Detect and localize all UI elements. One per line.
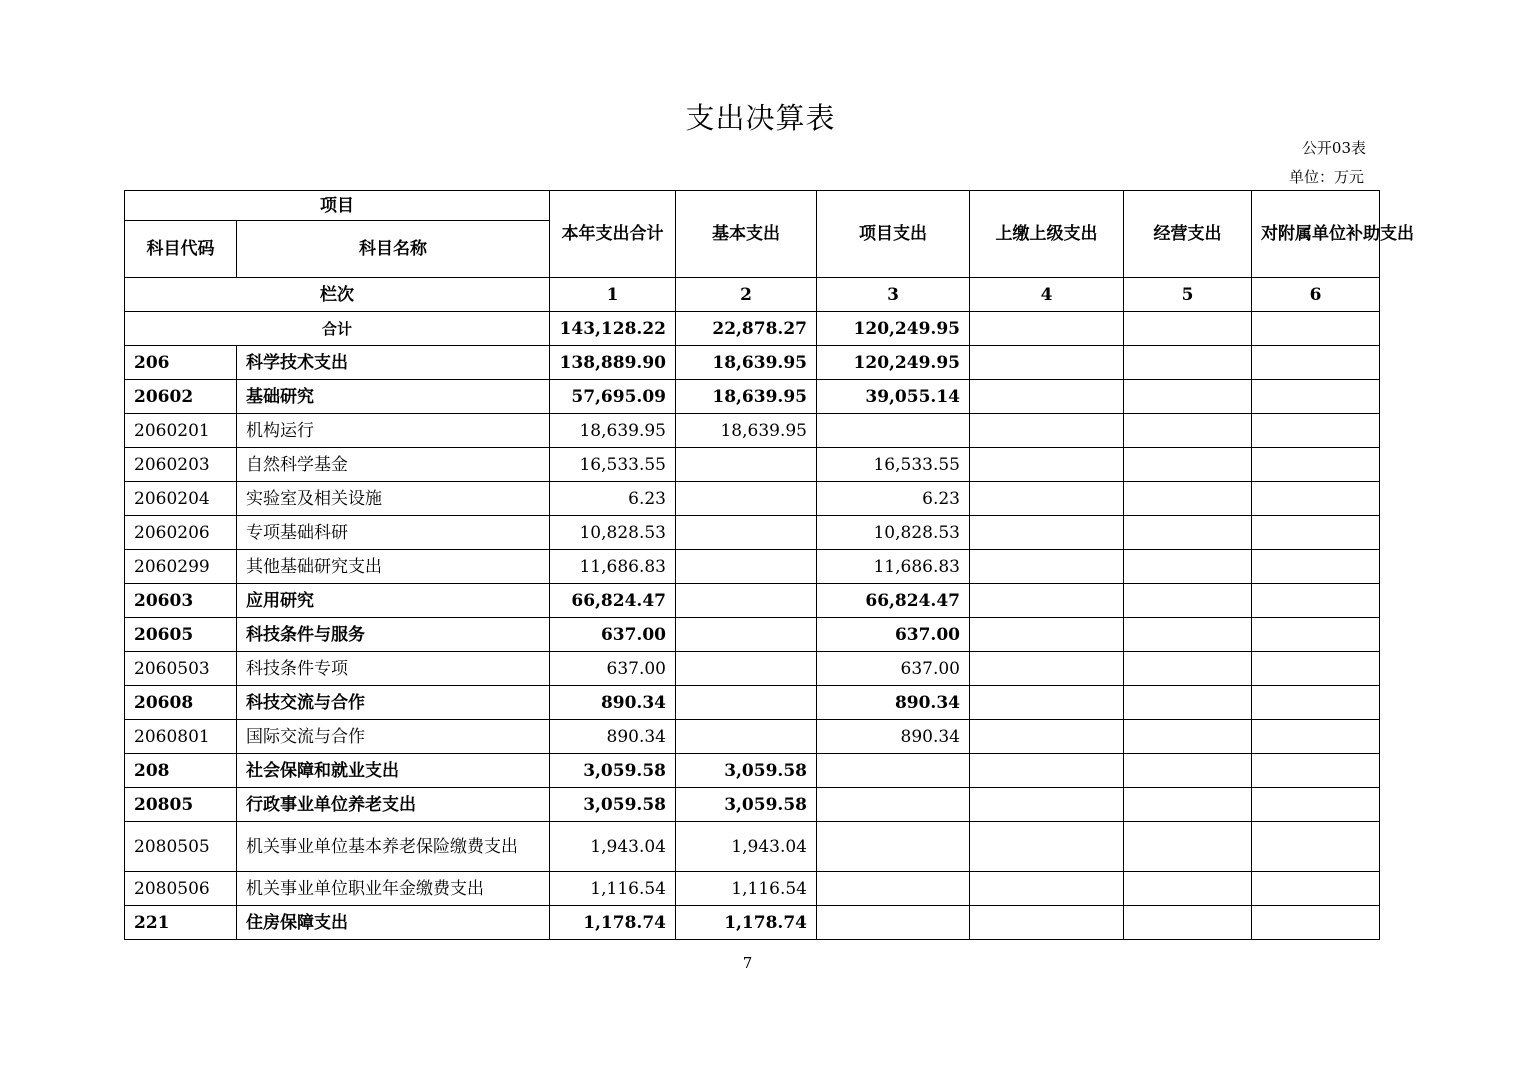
empty-cell xyxy=(1124,550,1252,584)
table-row xyxy=(125,872,1380,906)
empty-cell xyxy=(1124,872,1252,906)
empty-cell xyxy=(1124,686,1252,720)
empty-cell xyxy=(970,516,1124,550)
name-cell: 国际交流与合作 xyxy=(237,720,550,754)
empty-cell xyxy=(1252,686,1380,720)
table-row xyxy=(125,686,1380,720)
code-cell: 20603 xyxy=(125,584,237,618)
page-title: 支出决算表 xyxy=(685,101,836,135)
total-cell: 143,128.22 xyxy=(550,312,676,346)
empty-cell xyxy=(970,584,1124,618)
table-row xyxy=(125,482,1380,516)
total-cell: 637.00 xyxy=(550,652,676,686)
project-cell: 6.23 xyxy=(817,482,970,516)
header-project-expenditure: 项目支出 xyxy=(817,191,970,278)
name-cell: 科学技术支出 xyxy=(237,346,550,380)
table-row xyxy=(125,550,1380,584)
header-superior: 上缴上级支出 xyxy=(970,191,1124,278)
col-num: 3 xyxy=(817,278,970,312)
total-cell: 6.23 xyxy=(550,482,676,516)
name-cell: 科技交流与合作 xyxy=(237,686,550,720)
total-cell: 3,059.58 xyxy=(550,788,676,822)
basic-cell xyxy=(676,516,817,550)
header-subsidiary: 对附属单位补助支出 xyxy=(1252,191,1380,278)
empty-cell xyxy=(1124,346,1252,380)
empty-cell xyxy=(970,448,1124,482)
empty-cell xyxy=(970,312,1124,346)
total-cell: 138,889.90 xyxy=(550,346,676,380)
table-row xyxy=(125,414,1380,448)
project-cell: 39,055.14 xyxy=(817,380,970,414)
basic-cell: 18,639.95 xyxy=(676,414,817,448)
empty-cell xyxy=(970,822,1124,872)
empty-cell xyxy=(970,550,1124,584)
basic-cell: 3,059.58 xyxy=(676,788,817,822)
name-cell: 机构运行 xyxy=(237,414,550,448)
empty-cell xyxy=(970,482,1124,516)
col-num: 2 xyxy=(676,278,817,312)
name-cell: 自然科学基金 xyxy=(237,448,550,482)
project-cell: 11,686.83 xyxy=(817,550,970,584)
table-row xyxy=(125,618,1380,652)
empty-cell xyxy=(1252,312,1380,346)
total-row xyxy=(125,312,1380,346)
name-cell: 住房保障支出 xyxy=(237,906,550,940)
code-cell: 2060299 xyxy=(125,550,237,584)
code-cell: 2060201 xyxy=(125,414,237,448)
basic-cell xyxy=(676,686,817,720)
empty-cell xyxy=(1252,822,1380,872)
empty-cell xyxy=(1124,516,1252,550)
table-row xyxy=(125,788,1380,822)
table-row xyxy=(125,448,1380,482)
empty-cell xyxy=(1124,448,1252,482)
unit-label: 单位：万元 xyxy=(1288,168,1364,186)
header-business: 经营支出 xyxy=(1124,191,1252,278)
name-cell: 其他基础研究支出 xyxy=(237,550,550,584)
empty-cell xyxy=(970,652,1124,686)
total-cell: 890.34 xyxy=(550,720,676,754)
total-cell: 1,943.04 xyxy=(550,822,676,872)
total-cell: 66,824.47 xyxy=(550,584,676,618)
basic-cell xyxy=(676,720,817,754)
table-row xyxy=(125,652,1380,686)
project-cell xyxy=(817,788,970,822)
empty-cell xyxy=(1124,720,1252,754)
table-row xyxy=(125,584,1380,618)
empty-cell xyxy=(970,754,1124,788)
empty-cell xyxy=(1252,584,1380,618)
code-cell: 2080506 xyxy=(125,872,237,906)
empty-cell xyxy=(1252,754,1380,788)
empty-cell xyxy=(970,788,1124,822)
project-cell: 120,249.95 xyxy=(817,346,970,380)
project-cell: 10,828.53 xyxy=(817,516,970,550)
empty-cell xyxy=(1124,482,1252,516)
total-label: 合计 xyxy=(125,312,550,346)
total-cell: 1,178.74 xyxy=(550,906,676,940)
table-row xyxy=(125,346,1380,380)
column-label: 栏次 xyxy=(125,278,550,312)
empty-cell xyxy=(1252,906,1380,940)
basic-cell xyxy=(676,584,817,618)
empty-cell xyxy=(1124,754,1252,788)
basic-cell xyxy=(676,618,817,652)
basic-cell xyxy=(676,482,817,516)
code-cell: 2060204 xyxy=(125,482,237,516)
empty-cell xyxy=(1124,906,1252,940)
empty-cell xyxy=(1124,312,1252,346)
empty-cell xyxy=(1124,652,1252,686)
basic-cell xyxy=(676,550,817,584)
empty-cell xyxy=(1124,414,1252,448)
total-cell: 637.00 xyxy=(550,618,676,652)
project-cell: 890.34 xyxy=(817,686,970,720)
table-row xyxy=(125,822,1380,872)
name-cell: 科技条件专项 xyxy=(237,652,550,686)
form-number: 公开03表 xyxy=(1301,139,1366,157)
code-cell: 20608 xyxy=(125,686,237,720)
col-num: 1 xyxy=(550,278,676,312)
total-cell: 1,116.54 xyxy=(550,872,676,906)
col-num: 4 xyxy=(970,278,1124,312)
empty-cell xyxy=(970,686,1124,720)
project-cell: 16,533.55 xyxy=(817,448,970,482)
empty-cell xyxy=(1124,822,1252,872)
name-cell: 机关事业单位职业年金缴费支出 xyxy=(237,872,550,906)
page-number: 7 xyxy=(742,954,753,972)
table-row xyxy=(125,754,1380,788)
empty-cell xyxy=(1252,618,1380,652)
total-cell: 16,533.55 xyxy=(550,448,676,482)
total-cell: 10,828.53 xyxy=(550,516,676,550)
project-cell: 637.00 xyxy=(817,652,970,686)
empty-cell xyxy=(970,618,1124,652)
empty-cell xyxy=(970,872,1124,906)
total-cell: 3,059.58 xyxy=(550,754,676,788)
code-cell: 2060801 xyxy=(125,720,237,754)
basic-cell xyxy=(676,652,817,686)
empty-cell xyxy=(1252,872,1380,906)
basic-cell xyxy=(676,448,817,482)
col-num: 6 xyxy=(1252,278,1380,312)
empty-cell xyxy=(1252,652,1380,686)
empty-cell xyxy=(1252,482,1380,516)
empty-cell xyxy=(1252,788,1380,822)
project-cell xyxy=(817,872,970,906)
code-cell: 2080505 xyxy=(125,822,237,872)
header-project: 项目 xyxy=(125,191,550,221)
project-cell xyxy=(817,414,970,448)
empty-cell xyxy=(1124,618,1252,652)
project-cell: 120,249.95 xyxy=(817,312,970,346)
code-cell: 2060203 xyxy=(125,448,237,482)
name-cell: 科技条件与服务 xyxy=(237,618,550,652)
empty-cell xyxy=(1252,550,1380,584)
name-cell: 应用研究 xyxy=(237,584,550,618)
name-cell: 基础研究 xyxy=(237,380,550,414)
header-basic: 基本支出 xyxy=(676,191,817,278)
table-row xyxy=(125,906,1380,940)
basic-cell: 1,178.74 xyxy=(676,906,817,940)
col-num: 5 xyxy=(1124,278,1252,312)
code-cell: 206 xyxy=(125,346,237,380)
empty-cell xyxy=(1252,346,1380,380)
empty-cell xyxy=(1124,584,1252,618)
code-cell: 208 xyxy=(125,754,237,788)
project-cell xyxy=(817,822,970,872)
basic-cell: 1,116.54 xyxy=(676,872,817,906)
empty-cell xyxy=(970,380,1124,414)
table-row xyxy=(125,516,1380,550)
basic-cell: 18,639.95 xyxy=(676,380,817,414)
basic-cell: 18,639.95 xyxy=(676,346,817,380)
header-total: 本年支出合计 xyxy=(550,191,676,278)
empty-cell xyxy=(970,720,1124,754)
empty-cell xyxy=(970,906,1124,940)
empty-cell xyxy=(1252,380,1380,414)
empty-cell xyxy=(1252,516,1380,550)
empty-cell xyxy=(1124,788,1252,822)
name-cell: 社会保障和就业支出 xyxy=(237,754,550,788)
code-cell: 20605 xyxy=(125,618,237,652)
empty-cell xyxy=(1252,414,1380,448)
code-cell: 20805 xyxy=(125,788,237,822)
project-cell: 637.00 xyxy=(817,618,970,652)
name-cell: 行政事业单位养老支出 xyxy=(237,788,550,822)
empty-cell xyxy=(1252,720,1380,754)
project-cell: 890.34 xyxy=(817,720,970,754)
name-cell: 机关事业单位基本养老保险缴费支出 xyxy=(237,822,550,872)
project-cell xyxy=(817,754,970,788)
project-cell: 66,824.47 xyxy=(817,584,970,618)
project-cell xyxy=(817,906,970,940)
empty-cell xyxy=(970,414,1124,448)
header-name: 科目名称 xyxy=(237,221,550,278)
empty-cell xyxy=(970,346,1124,380)
header-code: 科目代码 xyxy=(125,221,237,278)
total-cell: 18,639.95 xyxy=(550,414,676,448)
expenditure-table xyxy=(124,190,1414,940)
total-cell: 890.34 xyxy=(550,686,676,720)
empty-cell xyxy=(1124,380,1252,414)
code-cell: 2060503 xyxy=(125,652,237,686)
total-cell: 57,695.09 xyxy=(550,380,676,414)
basic-cell: 1,943.04 xyxy=(676,822,817,872)
code-cell: 2060206 xyxy=(125,516,237,550)
table-row xyxy=(125,720,1380,754)
code-cell: 221 xyxy=(125,906,237,940)
name-cell: 专项基础科研 xyxy=(237,516,550,550)
basic-cell: 22,878.27 xyxy=(676,312,817,346)
name-cell: 实验室及相关设施 xyxy=(237,482,550,516)
basic-cell: 3,059.58 xyxy=(676,754,817,788)
total-cell: 11,686.83 xyxy=(550,550,676,584)
empty-cell xyxy=(1252,448,1380,482)
table-row xyxy=(125,380,1380,414)
code-cell: 20602 xyxy=(125,380,237,414)
